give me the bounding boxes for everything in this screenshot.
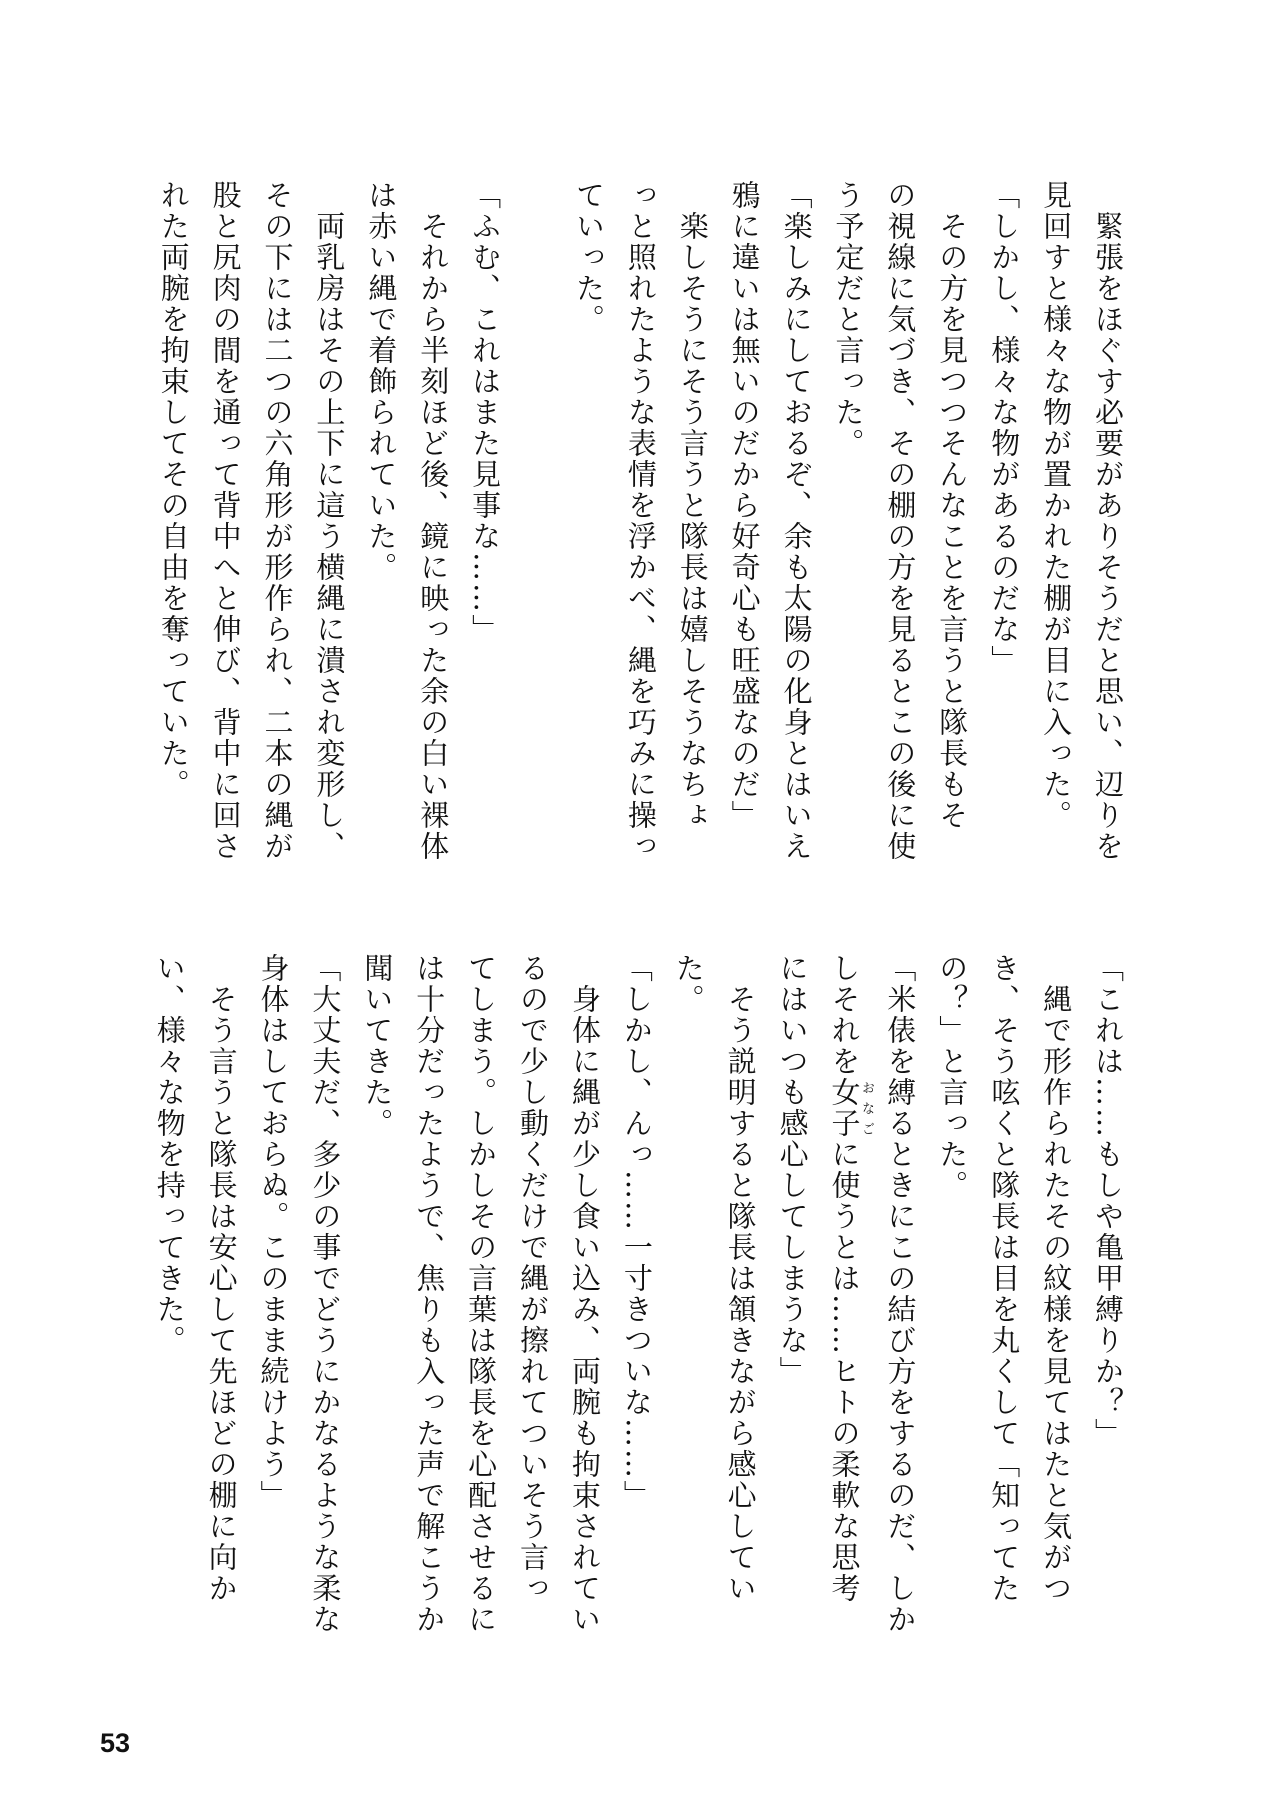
text-line: い、様々な物を持ってきた。 bbox=[152, 953, 187, 1356]
text-line: 「大丈夫だ、多少の事でどうにかなるような柔な bbox=[308, 953, 343, 1635]
text-line: そう説明すると隊長は頷きながら感心してい bbox=[723, 953, 758, 1604]
text-line: 「楽しみにしておるぞ、余も太陽の化身とはいえ bbox=[779, 180, 814, 862]
text-line: 緊張をほぐす必要がありそうだと思い、辺りを bbox=[1091, 180, 1125, 862]
text-line: 「しかし、んっ……一寸きついな……」 bbox=[619, 953, 654, 1511]
blank-line bbox=[510, 180, 562, 900]
text-line: き、そう呟くと隊長は目を丸くして「知ってた bbox=[987, 953, 1022, 1604]
text-line: 股と尻肉の間を通って背中へと伸び、背中に回さ bbox=[208, 180, 243, 862]
ruby-text: おなご bbox=[858, 1077, 874, 1139]
text-line: 身体はしておらぬ。このまま続けよう」 bbox=[256, 953, 291, 1511]
text-line: その方を見つつそんなことを言うと隊長もそ bbox=[935, 180, 970, 831]
text-line: 「しかし、様々な物があるのだな」 bbox=[987, 180, 1022, 676]
text-line: は赤い縄で着飾られていた。 bbox=[364, 180, 399, 583]
text-line: の？」と言った。 bbox=[935, 953, 970, 1201]
text-line: るので少し動くだけで縄が擦れてついそう言っ bbox=[516, 953, 551, 1604]
text-segment: しそれを bbox=[827, 953, 862, 1077]
ruby-annotation bbox=[827, 1077, 874, 1139]
text-line: 縄で形作られたその紋様を見てはたと気がつ bbox=[1039, 953, 1074, 1604]
ruby-base: 女子 bbox=[827, 1077, 862, 1139]
text-line: の視線に気づき、その棚の方を見るとこの後に使 bbox=[883, 180, 918, 862]
text-line: そう言うと隊長は安心して先ほどの棚に向か bbox=[204, 953, 239, 1604]
page-number: 53 bbox=[100, 1728, 131, 1758]
text-line: 「これは……もしや亀甲縛りか？」 bbox=[1091, 953, 1125, 1449]
text-line: っと照れたような表情を浮かべ、縄を巧みに操っ bbox=[623, 180, 658, 862]
text-line: それから半刻ほど後、鏡に映った余の白い裸体 bbox=[416, 180, 451, 862]
text-line: 聞いてきた。 bbox=[360, 953, 395, 1139]
text-line: れた両腕を拘束してその自由を奪っていた。 bbox=[156, 180, 191, 800]
text-line: 両乳房はその上下に這う横縄に潰され変形し、 bbox=[312, 180, 347, 862]
text-line: にはいつも感心してしまうな」 bbox=[775, 953, 810, 1387]
text-line: 「米俵を縛るときにこの結び方をするのだ、しか bbox=[883, 953, 918, 1635]
text-line: てしまう。しかしその言葉は隊長を心配させるに bbox=[464, 953, 499, 1635]
text-line: 鴉に違いは無いのだから好奇心も旺盛なのだ」 bbox=[727, 180, 762, 831]
text-line: その下には二つの六角形が形作られ、二本の縄が bbox=[260, 180, 295, 862]
text-line: は十分だったようで、焦りも入った声で解こうか bbox=[412, 953, 447, 1635]
text-line: う予定だと言った。 bbox=[831, 180, 866, 459]
text-segment: に使うとは……ヒトの柔軟な思考 bbox=[827, 1139, 862, 1604]
text-line: 見回すと様々な物が置かれた棚が目に入った。 bbox=[1039, 180, 1074, 831]
text-block-lower bbox=[143, 953, 1133, 1673]
text-line-with-ruby bbox=[818, 953, 874, 1673]
text-line: 身体に縄が少し食い込み、両腕も拘束されてい bbox=[567, 953, 602, 1635]
text-line: た。 bbox=[671, 953, 706, 1015]
text-block-upper bbox=[147, 180, 1133, 900]
text-line: 楽しそうにそう言うと隊長は嬉しそうなちょ bbox=[675, 180, 710, 831]
text-line: 「ふむ、これはまた見事な……」 bbox=[468, 180, 503, 645]
text-line: ていった。 bbox=[571, 180, 606, 335]
